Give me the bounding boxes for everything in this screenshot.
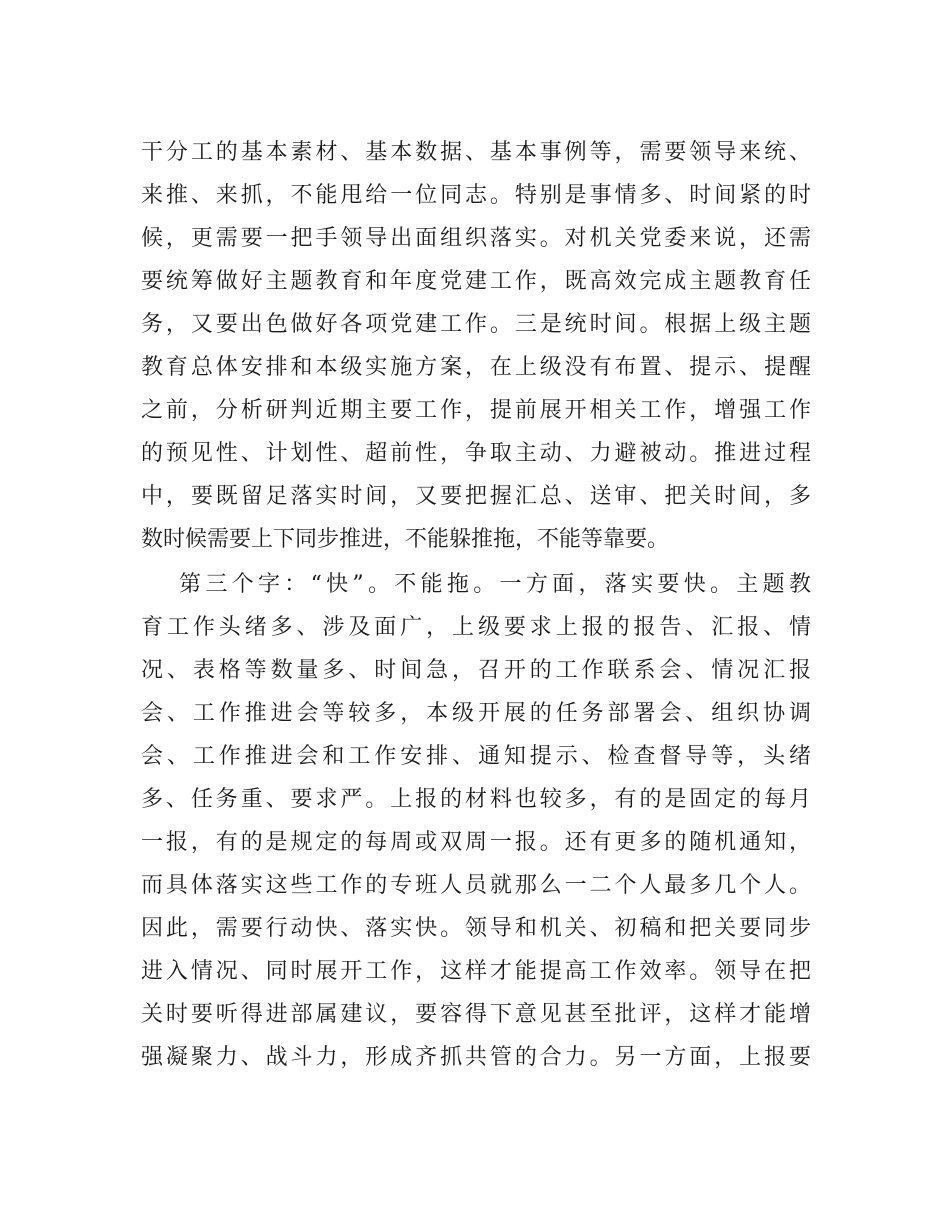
text-line: 之前，分析研判近期主要工作，提前展开相关工作，增强工作 — [141, 398, 811, 423]
text-line: 而具体落实这些工作的专班人员就那么一二个人最多几个人。 — [141, 873, 811, 898]
text-line: 育工作头绪多、涉及面广，上级要求上报的报告、汇报、情 — [141, 615, 811, 640]
text-line: 一报，有的是规定的每周或双周一报。还有更多的随机通知， — [141, 830, 811, 855]
text-line: 数时候需要上下同步推进，不能躲推拖，不能等靠要。 — [141, 527, 670, 552]
text-line: 多、任务重、要求严。上报的材料也较多，有的是固定的每月 — [141, 787, 811, 812]
text-line: 会、工作推进会和工作安排、通知提示、检查督导等，头绪 — [141, 744, 811, 769]
text-line: 关时要听得进部属建议，要容得下意见甚至批评，这样才能增 — [141, 1002, 811, 1027]
text-line: 来推、来抓，不能甩给一位同志。特别是事情多、时间紧的时 — [141, 183, 811, 208]
text-line: 干分工的基本素材、基本数据、基本事例等，需要领导来统、 — [141, 140, 811, 165]
text-line: 中，要既留足落实时间，又要把握汇总、送审、把关时间，多 — [141, 484, 811, 509]
text-line: 候，更需要一把手领导出面组织落实。对机关党委来说，还需 — [141, 226, 811, 251]
text-line: 进入情况、同时展开工作，这样才能提高工作效率。领导在把 — [141, 959, 811, 984]
paragraph-first-line: 第三个字：“快”。不能拖。一方面，落实要快。主题教 — [179, 572, 811, 597]
text-line: 教育总体安排和本级实施方案，在上级没有布置、提示、提醒 — [141, 355, 811, 380]
text-line: 况、表格等数量多、时间急，召开的工作联系会、情况汇报 — [141, 658, 811, 683]
text-line: 务，又要出色做好各项党建工作。三是统时间。根据上级主题 — [141, 312, 811, 337]
text-line: 要统筹做好主题教育和年度党建工作，既高效完成主题教育任 — [141, 269, 811, 294]
text-line: 因此，需要行动快、落实快。领导和机关、初稿和把关要同步 — [141, 916, 811, 941]
text-line: 会、工作推进会等较多，本级开展的任务部署会、组织协调 — [141, 701, 811, 726]
text-line: 强凝聚力、战斗力，形成齐抓共管的合力。另一方面，上报要 — [141, 1045, 811, 1070]
text-line: 的预见性、计划性、超前性，争取主动、力避被动。推进过程 — [141, 441, 811, 466]
